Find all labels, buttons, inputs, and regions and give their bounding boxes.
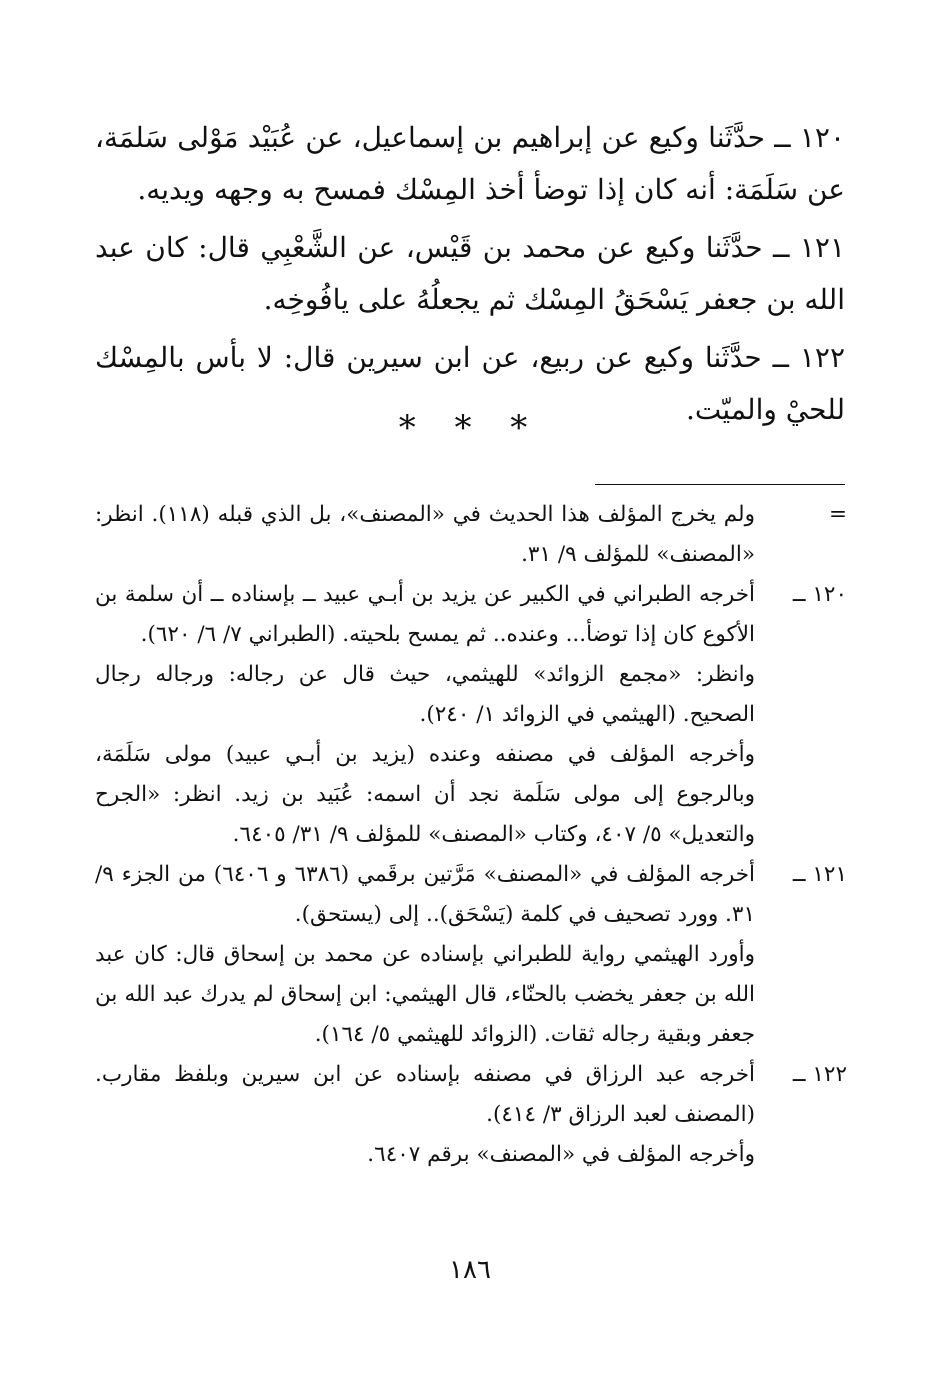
- footnote-number: ١٢٠ ــ: [792, 582, 847, 607]
- section-separator: * * *: [398, 408, 542, 448]
- footnotes: [95, 495, 847, 1175]
- footnote-continuation: [95, 495, 847, 575]
- main-text: [95, 112, 845, 442]
- footnote-paragraph: ولم يخرج المؤلف هذا الحديث في «المصنف»، بل الذي قبله (١١٨). انظر: «المصنف» للمؤلف ٩/ ٣١.: [95, 502, 755, 567]
- hadith-121: ١٢١ ــ حدَّثَنا وكيع عن محمد بن قَيْس، عن الشَّعْبِي قال: كان عبد الله بن جعفر يَسْحَقُ المِسْك ثم يجعلُهُ على يافُوخِه.: [95, 231, 845, 316]
- footnote-number: ١٢٢ ــ: [792, 1062, 847, 1087]
- hadith-122: ١٢٢ ــ حدَّثَنا وكيع عن ربيع، عن ابن سيرين قال: لا بأس بالمِسْك للحيْ والميّت.: [95, 341, 845, 426]
- footnote-paragraph: أخرجه المؤلف في «المصنف» مَرَّتين برقَمي (٦٣٨٦ و ٦٤٠٦) من الجزء ٩/ ٣١. وورد تصحيف في كلمة (يَسْحَق).. إلى (يستحق).: [95, 862, 755, 927]
- continuation-marker: =: [828, 502, 847, 527]
- footnote-number: ١٢١ ــ: [792, 862, 847, 887]
- footnote-paragraph: وأورد الهيثمي رواية للطبراني بإسناده عن محمد بن إسحاق قال: كان عبد الله بن جعفر يخضب بالحنّاء، قال الهيثمي: ابن إسحاق لم يدرك عبد الله بن جعفر وبقية رجاله ثقات. (الزوائد للهيثمي ٥/ ١٦٤).: [95, 942, 755, 1047]
- footnote-122: [95, 1055, 847, 1175]
- footnote-rule: [595, 484, 845, 485]
- footnote-121: [95, 855, 847, 1055]
- hadith-120: ١٢٠ ــ حدَّثَنا وكيع عن إبراهيم بن إسماعيل، عن عُبَيْد مَوْلى سَلمَة، عن سَلَمَة: أنه كان إذا توضأ أخذ المِسْك فمسح به وجهه ويديه.: [95, 121, 845, 206]
- footnote-120: [95, 575, 847, 855]
- page-number: ١٨٦: [449, 1255, 491, 1285]
- footnote-paragraph: أخرجه الطبراني في الكبير عن يزيد بن أبـي عبيد ــ بإسناده ــ أن سلمة بن الأكوع كان إذا توضأ... وعنده.. ثم يمسح بلحيته. (الطبراني ٧/ ٦/ ٦٢٠).: [95, 582, 755, 647]
- footnote-paragraph: وأخرجه المؤلف في مصنفه وعنده (يزيد بن أبـي عبيد) مولى سَلَمَة، وبالرجوع إلى مولى سَلَمة نجد أن اسمه: عُبَيد بن زيد. انظر: «الجرح والتعديل» ٥/ ٤٠٧، وكتاب «المصنف» للمؤلف ٩/ ٣١/ ٦٤٠٥.: [95, 742, 755, 847]
- footnote-paragraph: وانظر: «مجمع الزوائد» للهيثمي، حيث قال عن رجاله: ورجاله رجال الصحيح. (الهيثمي في الزوائد ١/ ٢٤٠).: [95, 662, 755, 727]
- footnote-paragraph: أخرجه عبد الرزاق في مصنفه بإسناده عن ابن سيرين وبلفظ مقارب. (المصنف لعبد الرزاق ٣/ ٤١٤).: [95, 1062, 755, 1127]
- footnote-paragraph: وأخرجه المؤلف في «المصنف» برقم ٦٤٠٧.: [367, 1142, 755, 1167]
